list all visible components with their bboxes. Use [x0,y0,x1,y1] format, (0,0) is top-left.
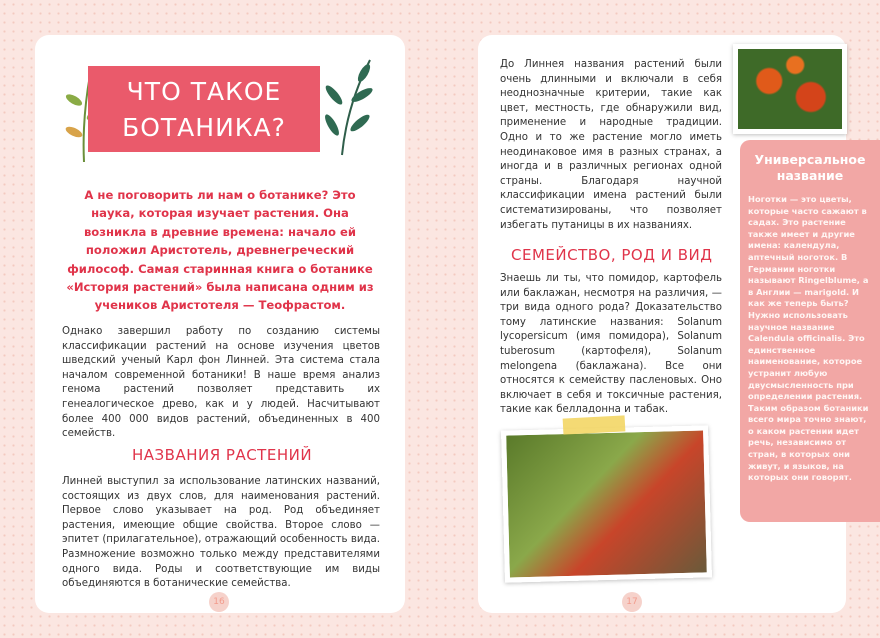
tape-decoration [563,415,626,434]
heading-family-genus-species: СЕМЕЙСТВО, РОД И ВИД [511,246,713,264]
branch-right-icon [322,55,377,160]
intro-text: А не поговорить ли нам о ботанике? Это наука, которая изучает растения. Она возникла в древние времена: начало ей положил Аристотель, древнегреческий философ. Самая старинная книга о ботанике «История растений» была написана одним из учеников Аристотеля — Теофрастом. [66,188,374,313]
page-title [88,66,320,152]
sidebar-title: Универсальное название [754,152,866,183]
right-paragraph-2: Знаешь ли ты, что помидор, картофель или баклажан, несмотря на различия, — три вида одного рода? Доказательство тому латинские названия: Solanum lycopersicum (имя помидора), Solanum tuberosum (картофеля), Solanum melongena (баклажана). Все они относятся к семейству пасленовых. Оно включает в себя и токсичные растения, такие как белладонна и табак. [500,273,722,416]
sidebar-universal-name [740,140,880,522]
page-number-left: 16 [209,592,229,612]
sidebar-text: Ноготки — это цветы, которые часто сажают в садах. Это растение также имеет и другие имена: календула, аптечный ноготок. В Германии ноготки называют Ringelblume, а в Англии — marigold. И как же теперь быть? Нужно использовать научное название Calendula officinalis. Это единственное наименование, которое устранит любую двусмысленность при определении растения. Таким образом ботаники всего мира точно знают, о каком растении идет речь, независимо от стран, в которых они живут, и языков, на которых они говорят. [748,194,869,483]
heading-plant-names: НАЗВАНИЯ РАСТЕНИЙ [132,446,313,464]
left-paragraph-1: Однако завершил работу по созданию системы классификации растений на основе изучения цветов шведский ученый Карл фон Линней. Эта система стала началом современной ботаники! В наше время анализ генома растений позволяет представить их генеалогическое древо, как и у людей. Насчитывают более 400 000 видов растений, объединенных в 400 семейств. [62,326,380,440]
right-paragraph-1: До Линнея названия растений были очень длинными и включали в себя неоднозначные критерии, такие как цвет, местность, где обнаружили вид, применение и народные традиции. Одно и то же растение могло иметь неодинаковое имя в разных странах, а иногда и в различных регионах одной страны. Благодаря научной классификации имена растений были систематизированы, что позволяет избегать путаницы в их названиях. [500,59,722,231]
title-line-2: БОТАНИКА? [122,113,286,142]
title-line-1: ЧТО ТАКОЕ [126,77,282,106]
page-number-right: 17 [622,592,642,612]
left-paragraph-2: Линней выступил за использование латинских названий, состоящих из двух слов, для наименования растений. Первое слово указывает на род. Род объединяет растения, имеющие общие свойства. Второе слово — эпитет (прилагательное), отражающий особенность вида. Размножение возможно только между представителями одного вида. Роды и соответствующие им виды объединяются в ботанические семейства. [62,476,380,590]
marigold-photo [733,44,847,134]
tomato-harvest-photo [501,425,712,582]
